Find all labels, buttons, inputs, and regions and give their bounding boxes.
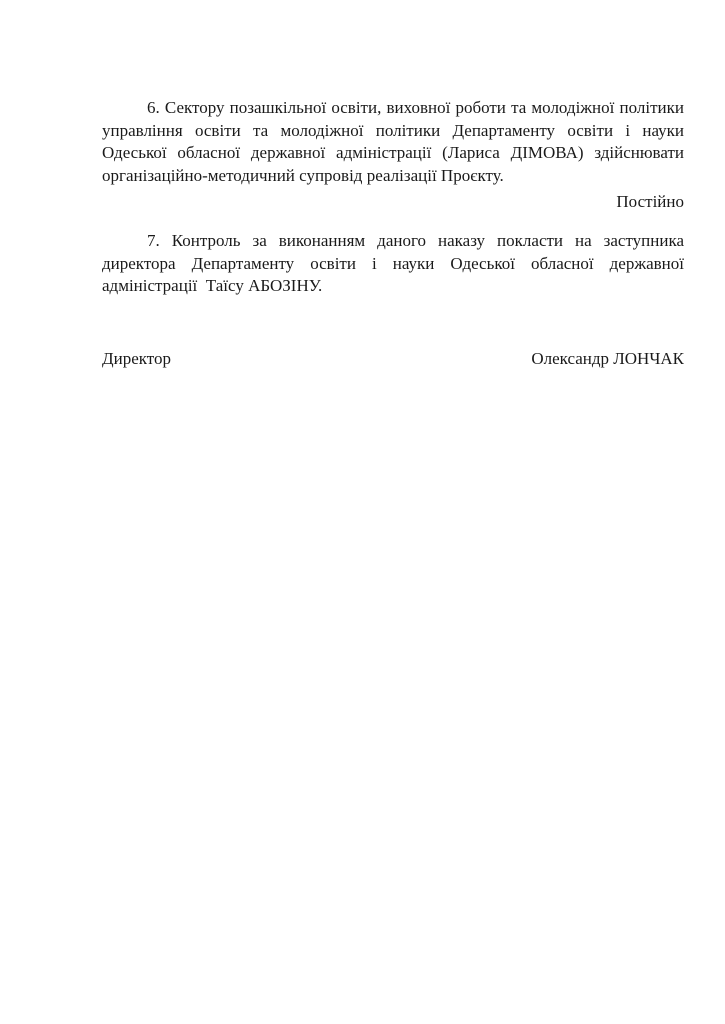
signature-name: Олександр ЛОНЧАК — [531, 348, 684, 368]
order-item-7-paragraph: 7. Контроль за виконанням даного наказу покласти на заступника директора Департаменту освіти і науки Одеської обласної державної адміністрації Таїсу АБОЗІНУ. — [102, 230, 684, 296]
execution-term-label: Постійно — [616, 192, 684, 212]
signature-block — [102, 348, 684, 371]
signature-position-label: Директор — [102, 348, 171, 368]
order-item-6-paragraph: 6. Сектору позашкільної освіти, виховної роботи та молодіжної політики управління освіти та молодіжної політики Департаменту освіти і науки Одеської обласної державної адміністрації (Лариса ДІМОВА) здійснювати організаційно-методичний супровід реалізації Проєкту. — [102, 98, 684, 185]
